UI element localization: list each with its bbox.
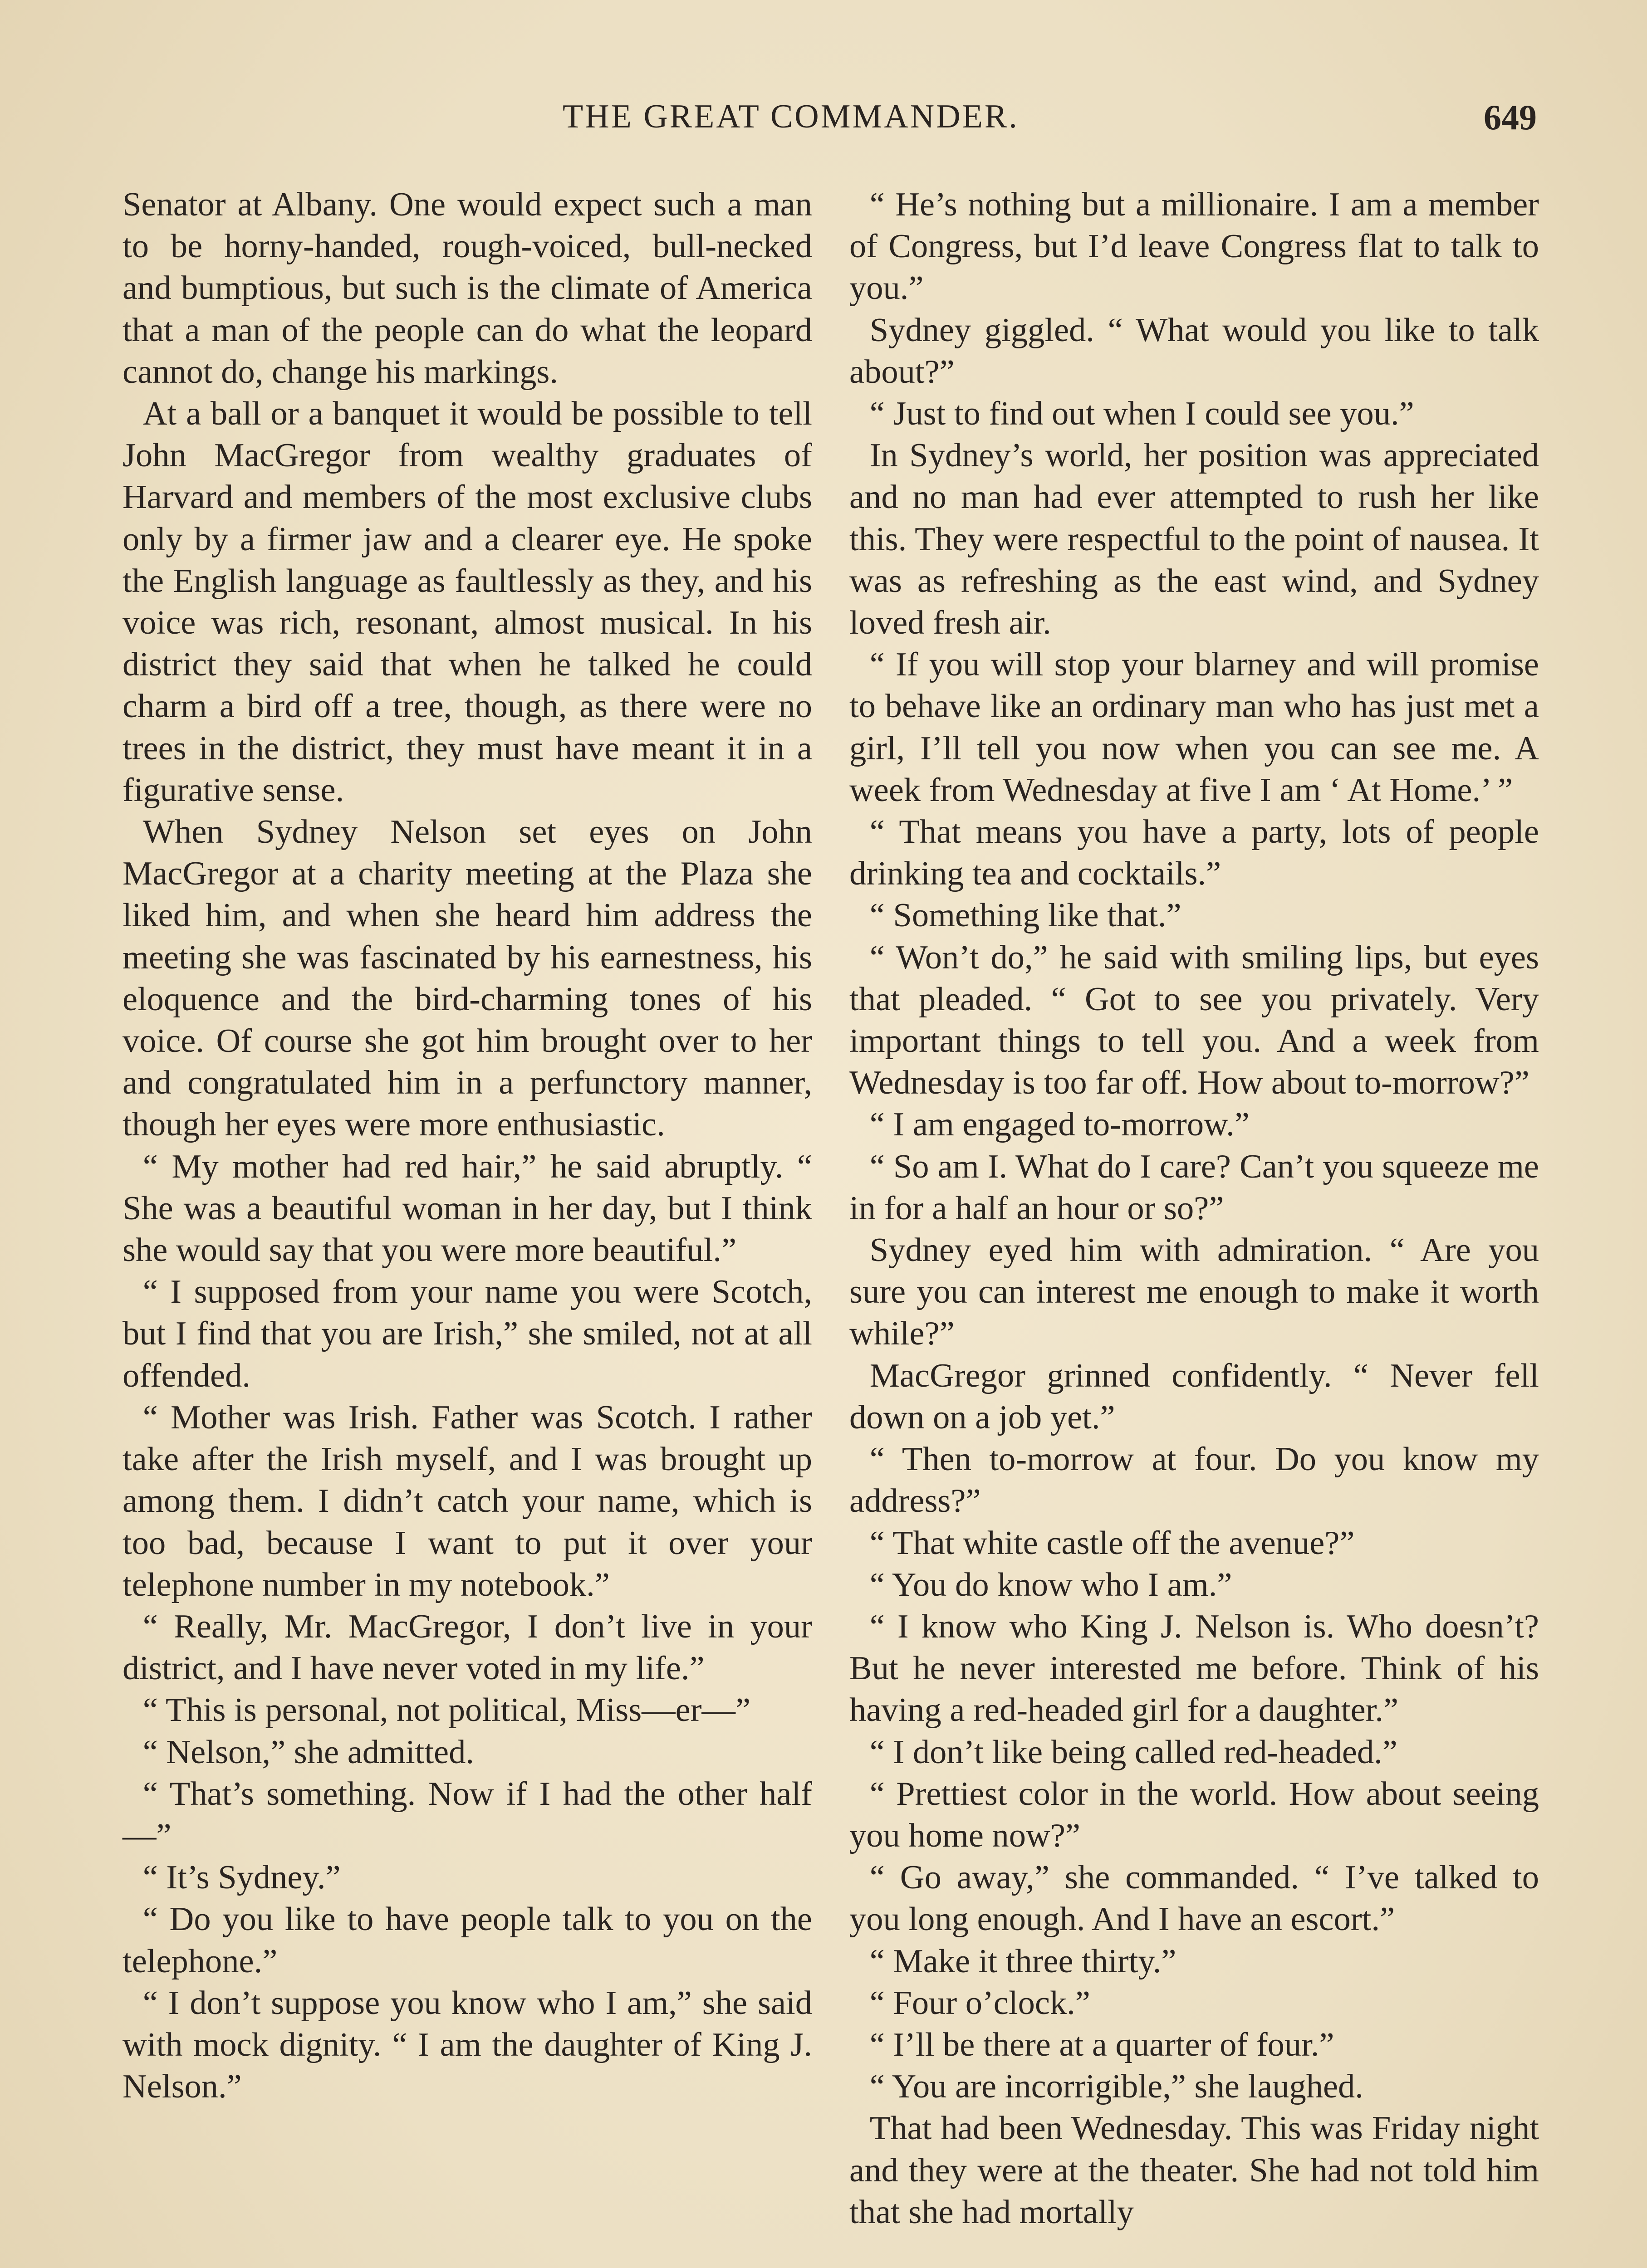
paragraph: Sydney eyed him with admiration. “ Are you sure you can interest me enough to make it worth while?” xyxy=(849,1232,1539,1353)
paragraph: “ You are incorrigible,” she laughed. xyxy=(869,2068,1363,2106)
paragraph: “ Then to-morrow at four. Do you know my address?” xyxy=(849,1441,1539,1520)
running-title: THE GREAT COMMANDER. xyxy=(563,98,1019,135)
paragraph: “ Really, Mr. MacGregor, I don’t live in your district, and I have never voted in my life.” xyxy=(123,1608,812,1687)
paragraph: “ Four o’clock.” xyxy=(869,1984,1090,2022)
left-column xyxy=(123,184,812,2107)
paragraph: “ Nelson,” she admitted. xyxy=(142,1733,474,1771)
paragraph: MacGregor grinned confidently. “ Never fell down on a job yet.” xyxy=(849,1357,1539,1436)
paragraph: “ Do you like to have people talk to you on the telephone.” xyxy=(123,1901,812,1980)
paragraph: “ If you will stop your blarney and will promise to behave like an ordinary man who has just met a girl, I’ll tell you now when you can see me. A week from Wednesday at five I am ‘ At Home.’ ” xyxy=(849,646,1539,809)
paragraph: “ Mother was Irish. Father was Scotch. I rather take after the Irish myself, and I was brought up among them. I didn’t catch your name, which is too bad, because I want to put it over your telephone number in my notebook.” xyxy=(123,1398,812,1603)
paragraph: “ That means you have a party, lots of people drinking tea and cocktails.” xyxy=(849,813,1539,893)
paragraph: Senator at Albany. One would expect such a man to be horny-handed, rough-voiced, bull-necked and bumptious, but such is the climate of America that a man of the people can do what the leopard cannot do, change his markings. xyxy=(123,186,812,391)
paragraph: “ I don’t suppose you know who I am,” she said with mock dignity. “ I am the daughter of King J. Nelson.” xyxy=(123,1984,812,2106)
page-number: 649 xyxy=(1484,98,1537,137)
paragraph: “ I don’t like being called red-headed.” xyxy=(869,1733,1397,1771)
paragraph: “ Make it three thirty.” xyxy=(869,1942,1176,1980)
paragraph: “ So am I. What do I care? Can’t you squeeze me in for a half an hour or so?” xyxy=(849,1148,1539,1227)
paragraph: “ It’s Sydney.” xyxy=(142,1859,341,1897)
paragraph: “ Something like that.” xyxy=(869,897,1181,934)
paragraph: “ Just to find out when I could see you.” xyxy=(869,395,1414,433)
paragraph: “ I know who King J. Nelson is. Who doesn’t? But he never interested me before. Think of his having a red-headed girl for a daughter.” xyxy=(849,1608,1539,1729)
right-column xyxy=(849,184,1539,2233)
paragraph: “ I supposed from your name you were Scotch, but I find that you are Irish,” she smiled, not at all offended. xyxy=(123,1273,812,1394)
paragraph: “ Prettiest color in the world. How about seeing you home now?” xyxy=(849,1775,1539,1854)
paragraph: “ Go away,” she commanded. “ I’ve talked to you long enough. And I have an escort.” xyxy=(849,1859,1539,1938)
paragraph: “ Won’t do,” he said with smiling lips, but eyes that pleaded. “ Got to see you privately. Very important things to tell you. And a week from Wednesday is too far off. How about to-morrow?” xyxy=(849,938,1539,1102)
paragraph: That had been Wednesday. This was Friday night and they were at the theater. She had not told him that she had mortally xyxy=(849,2110,1539,2231)
paragraph: “ This is personal, not political, Miss—er—” xyxy=(142,1691,751,1729)
paragraph: In Sydney’s world, her position was appreciated and no man had ever attempted to rush her like this. They were respectful to the point of nausea. It was as refreshing as the east wind, and Sydney loved fresh air. xyxy=(849,437,1539,642)
paragraph: “ You do know who I am.” xyxy=(869,1566,1232,1603)
paragraph: Sydney giggled. “ What would you like to talk about?” xyxy=(849,311,1539,391)
paragraph: “ My mother had red hair,” he said abruptly. “ She was a beautiful woman in her day, but I think she would say that you were more beautiful.” xyxy=(123,1148,812,1269)
paragraph: “ He’s nothing but a millionaire. I am a member of Congress, but I’d leave Congress flat to talk to you.” xyxy=(849,186,1539,307)
paragraph: “ That white castle off the avenue?” xyxy=(869,1524,1355,1562)
paragraph: When Sydney Nelson set eyes on John MacGregor at a charity meeting at the Plaza she liked him, and when she heard him address the meeting she was fascinated by his earnestness, his eloquence and the bird-charming tones of his voice. Of course she got him brought over to her and congratulated him in a perfunctory manner, though her eyes were more enthusiastic. xyxy=(123,813,812,1144)
paragraph: At a ball or a banquet it would be possible to tell John MacGregor from wealthy graduates of Harvard and members of the most exclusive clubs only by a firmer jaw and a clearer eye. He spoke the English language as faultlessly as they, and his voice was rich, resonant, almost musical. In his district they said that when he talked he could charm a bird off a tree, though, as there were no trees in the district, they must have meant it in a figurative sense. xyxy=(123,395,812,809)
paragraph: “ I’ll be there at a quarter of four.” xyxy=(869,2026,1334,2063)
paragraph: “ That’s something. Now if I had the other half—” xyxy=(123,1775,812,1854)
paragraph: “ I am engaged to-morrow.” xyxy=(869,1106,1250,1144)
